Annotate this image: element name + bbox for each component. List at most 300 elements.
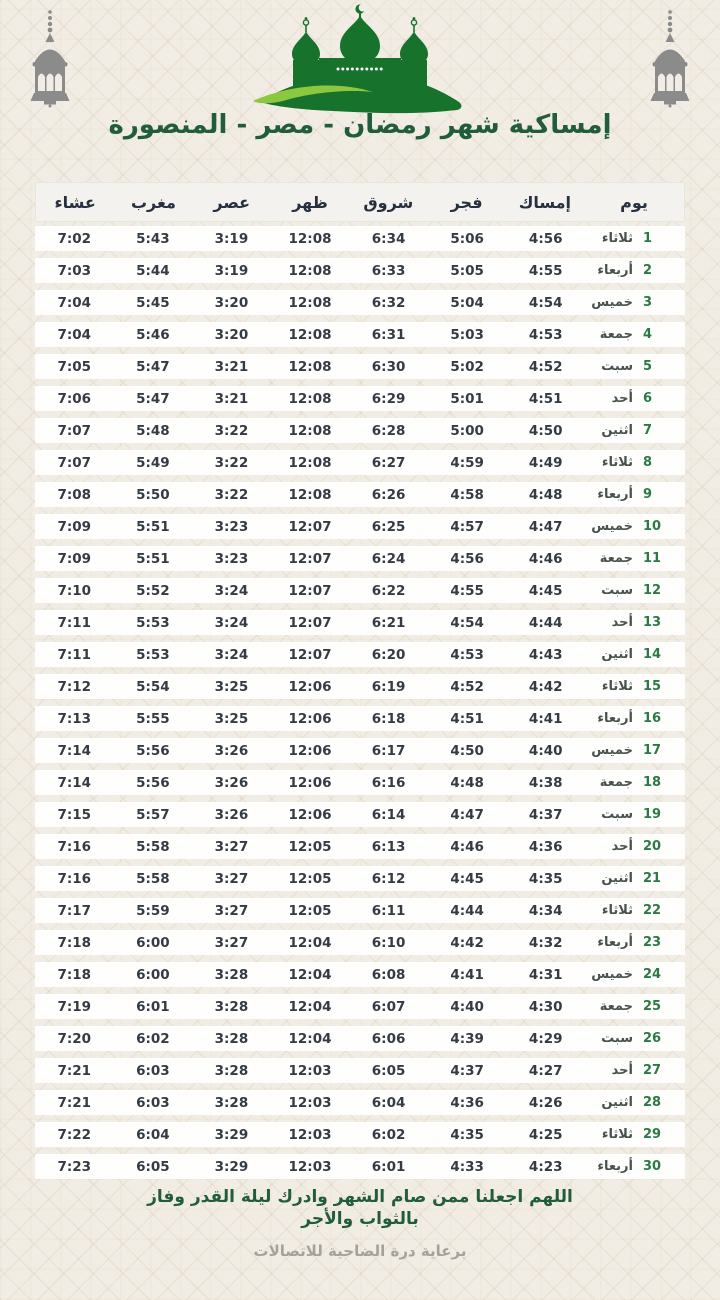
shurooq-time: 6:05 (371, 1062, 406, 1079)
maghrib-time: 5:49 (136, 454, 170, 471)
fajr-time: 5:06 (450, 230, 484, 247)
day-cell (585, 839, 685, 854)
shurooq-time: 6:06 (371, 1030, 406, 1047)
fajr-time: 4:46 (450, 838, 484, 855)
day-number: 28 (643, 1095, 662, 1110)
shurooq-time: 6:21 (371, 614, 406, 631)
day-cell (585, 359, 685, 374)
day-number: 17 (643, 743, 662, 758)
shurooq-time: 6:18 (371, 710, 406, 727)
column-header-isha: عشاء (54, 192, 96, 212)
shurooq-time: 6:12 (371, 870, 406, 887)
day-number: 19 (643, 807, 662, 822)
day-number: 29 (643, 1127, 662, 1142)
day-number: 27 (643, 1063, 662, 1078)
day-number: 26 (643, 1031, 662, 1046)
isha-time: 7:07 (57, 454, 92, 471)
maghrib-time: 5:56 (136, 742, 170, 759)
fajr-time: 4:59 (450, 454, 484, 471)
isha-time: 7:18 (57, 966, 92, 983)
imsak-time: 4:30 (528, 998, 563, 1015)
day-cell (585, 551, 685, 566)
imsak-time: 4:31 (528, 966, 563, 983)
table-row (35, 1122, 685, 1147)
day-name: اثنين (601, 871, 633, 886)
shurooq-time: 6:29 (371, 390, 406, 407)
dhuhr-time: 12:05 (288, 870, 332, 887)
isha-time: 7:08 (57, 486, 92, 503)
isha-time: 7:06 (57, 390, 92, 407)
day-number: 16 (643, 711, 662, 726)
fajr-time: 4:33 (450, 1158, 484, 1175)
asr-time: 3:24 (214, 614, 249, 631)
day-number: 25 (643, 999, 662, 1014)
asr-time: 3:19 (214, 262, 249, 279)
imsak-time: 4:36 (528, 838, 563, 855)
dhuhr-time: 12:07 (288, 614, 332, 631)
day-name: سبت (601, 1031, 633, 1046)
column-header-shurooq: شروق (363, 192, 414, 212)
dhuhr-time: 12:08 (288, 454, 332, 471)
day-number: 20 (643, 839, 662, 854)
dhuhr-time: 12:08 (288, 326, 332, 343)
day-name: خميس (591, 519, 633, 534)
day-name: ثلاثاء (601, 1127, 633, 1142)
asr-time: 3:27 (214, 934, 249, 951)
day-name: أربعاء (597, 935, 633, 950)
day-name: سبت (601, 807, 633, 822)
day-cell (585, 1063, 685, 1078)
lantern-icon (644, 8, 696, 108)
maghrib-time: 5:54 (136, 678, 170, 695)
maghrib-time: 5:43 (136, 230, 170, 247)
day-name: سبت (601, 359, 633, 374)
isha-time: 7:17 (57, 902, 92, 919)
fajr-time: 4:50 (450, 742, 484, 759)
day-name: أربعاء (597, 1159, 633, 1174)
imsak-time: 4:29 (528, 1030, 563, 1047)
dhuhr-time: 12:03 (288, 1158, 332, 1175)
day-number: 3 (643, 295, 653, 310)
day-cell (585, 807, 685, 822)
shurooq-time: 6:10 (371, 934, 406, 951)
shurooq-time: 6:32 (371, 294, 406, 311)
dhuhr-time: 12:07 (288, 582, 332, 599)
imsak-time: 4:52 (528, 358, 563, 375)
shurooq-time: 6:33 (371, 262, 406, 279)
asr-time: 3:27 (214, 838, 249, 855)
maghrib-time: 6:02 (136, 1030, 170, 1047)
imsak-time: 4:55 (528, 262, 563, 279)
shurooq-time: 6:20 (371, 646, 406, 663)
dhuhr-time: 12:07 (288, 550, 332, 567)
isha-time: 7:22 (57, 1126, 92, 1143)
maghrib-time: 5:47 (136, 390, 170, 407)
day-name: ثلاثاء (601, 679, 633, 694)
dhuhr-time: 12:04 (288, 1030, 332, 1047)
asr-time: 3:22 (214, 454, 249, 471)
day-cell (585, 391, 685, 406)
maghrib-time: 5:58 (136, 838, 170, 855)
day-cell (585, 871, 685, 886)
day-cell (585, 1031, 685, 1046)
day-name: أحد (611, 391, 633, 406)
day-cell (585, 935, 685, 950)
day-name: أربعاء (597, 487, 633, 502)
shurooq-time: 6:26 (371, 486, 406, 503)
fajr-time: 4:55 (450, 582, 484, 599)
day-cell (585, 999, 685, 1014)
day-cell (585, 519, 685, 534)
dhuhr-time: 12:05 (288, 902, 332, 919)
maghrib-time: 6:03 (136, 1062, 170, 1079)
day-number: 13 (643, 615, 662, 630)
maghrib-time: 5:53 (136, 646, 170, 663)
maghrib-time: 5:47 (136, 358, 170, 375)
asr-time: 3:29 (214, 1158, 249, 1175)
table-row (35, 290, 685, 315)
day-number: 23 (643, 935, 662, 950)
shurooq-time: 6:13 (371, 838, 406, 855)
column-header-asr: عصر (213, 192, 251, 212)
fajr-time: 4:45 (450, 870, 484, 887)
table-row (35, 546, 685, 571)
isha-time: 7:10 (57, 582, 92, 599)
imsak-time: 4:37 (528, 806, 563, 823)
day-cell (585, 967, 685, 982)
day-cell (585, 743, 685, 758)
imsak-time: 4:53 (528, 326, 563, 343)
day-name: ثلاثاء (601, 455, 633, 470)
table-row (35, 514, 685, 539)
shurooq-time: 6:04 (371, 1094, 406, 1111)
dhuhr-time: 12:06 (288, 678, 332, 695)
fajr-time: 5:05 (450, 262, 484, 279)
imsak-time: 4:49 (528, 454, 563, 471)
dhuhr-time: 12:06 (288, 774, 332, 791)
day-number: 10 (643, 519, 662, 534)
isha-time: 7:14 (57, 742, 92, 759)
dhuhr-time: 12:06 (288, 710, 332, 727)
maghrib-time: 5:53 (136, 614, 170, 631)
day-name: جمعة (599, 551, 633, 566)
day-name: ثلاثاء (601, 231, 633, 246)
fajr-time: 4:53 (450, 646, 484, 663)
isha-time: 7:09 (57, 518, 92, 535)
isha-time: 7:09 (57, 550, 92, 567)
isha-time: 7:21 (57, 1094, 92, 1111)
imsak-time: 4:43 (528, 646, 563, 663)
fajr-time: 4:35 (450, 1126, 484, 1143)
asr-time: 3:26 (214, 806, 249, 823)
asr-time: 3:23 (214, 518, 249, 535)
table-row (35, 674, 685, 699)
table-row (35, 578, 685, 603)
dhuhr-time: 12:03 (288, 1062, 332, 1079)
day-cell (585, 679, 685, 694)
table-row (35, 706, 685, 731)
shurooq-time: 6:24 (371, 550, 406, 567)
dhuhr-time: 12:08 (288, 262, 332, 279)
imsak-time: 4:32 (528, 934, 563, 951)
table-row (35, 450, 685, 475)
table-row (35, 386, 685, 411)
day-name: خميس (591, 967, 633, 982)
dhuhr-time: 12:07 (288, 518, 332, 535)
table-body (35, 226, 685, 1179)
table-row (35, 258, 685, 283)
imsak-time: 4:42 (528, 678, 563, 695)
day-cell (585, 647, 685, 662)
maghrib-time: 6:00 (136, 966, 170, 983)
mosque-icon (253, 2, 467, 116)
shurooq-time: 6:17 (371, 742, 406, 759)
fajr-time: 5:00 (450, 422, 484, 439)
table-row (35, 1154, 685, 1179)
fajr-time: 4:58 (450, 486, 484, 503)
dua-line-2: بالثواب والأجر (301, 1209, 419, 1230)
fajr-time: 5:01 (450, 390, 484, 407)
dhuhr-time: 12:04 (288, 998, 332, 1015)
table-row (35, 610, 685, 635)
table-row (35, 642, 685, 667)
fajr-time: 4:37 (450, 1062, 484, 1079)
shurooq-time: 6:30 (371, 358, 406, 375)
day-name: جمعة (599, 999, 633, 1014)
isha-time: 7:19 (57, 998, 92, 1015)
isha-time: 7:15 (57, 806, 92, 823)
imsak-time: 4:40 (528, 742, 563, 759)
day-number: 22 (643, 903, 662, 918)
asr-time: 3:29 (214, 1126, 249, 1143)
day-name: اثنين (601, 1095, 633, 1110)
asr-time: 3:28 (214, 1030, 249, 1047)
fajr-time: 4:44 (450, 902, 484, 919)
day-name: اثنين (601, 423, 633, 438)
maghrib-time: 5:56 (136, 774, 170, 791)
day-name: خميس (591, 295, 633, 310)
day-cell (585, 1159, 685, 1174)
table-row (35, 482, 685, 507)
day-number: 14 (643, 647, 662, 662)
sponsor-text: برعاية درة الضاحية للاتصالات (253, 1242, 467, 1260)
table-row (35, 930, 685, 955)
imsak-time: 4:26 (528, 1094, 563, 1111)
day-name: ثلاثاء (601, 903, 633, 918)
table-header-row (35, 182, 685, 222)
maghrib-time: 5:57 (136, 806, 170, 823)
fajr-time: 4:42 (450, 934, 484, 951)
day-name: جمعة (599, 327, 633, 342)
isha-time: 7:03 (57, 262, 92, 279)
column-header-imsak: إمساك (518, 192, 572, 212)
shurooq-time: 6:31 (371, 326, 406, 343)
fajr-time: 5:02 (450, 358, 484, 375)
imsak-time: 4:45 (528, 582, 563, 599)
fajr-time: 4:41 (450, 966, 484, 983)
asr-time: 3:19 (214, 230, 249, 247)
dhuhr-time: 12:07 (288, 646, 332, 663)
fajr-time: 4:47 (450, 806, 484, 823)
asr-time: 3:24 (214, 582, 249, 599)
page-title: إمساكية شهر رمضان - مصر - المنصورة (108, 110, 612, 140)
isha-time: 7:14 (57, 774, 92, 791)
day-cell (585, 1095, 685, 1110)
dhuhr-time: 12:05 (288, 838, 332, 855)
day-cell (585, 711, 685, 726)
imsak-time: 4:47 (528, 518, 563, 535)
day-cell (585, 455, 685, 470)
imsak-time: 4:41 (528, 710, 563, 727)
table-row (35, 322, 685, 347)
day-cell (585, 327, 685, 342)
dhuhr-time: 12:08 (288, 486, 332, 503)
fajr-time: 4:36 (450, 1094, 484, 1111)
shurooq-time: 6:34 (371, 230, 406, 247)
dhuhr-time: 12:08 (288, 358, 332, 375)
imsak-time: 4:54 (528, 294, 563, 311)
day-name: جمعة (599, 775, 633, 790)
shurooq-time: 6:22 (371, 582, 406, 599)
table-row (35, 802, 685, 827)
maghrib-time: 6:04 (136, 1126, 170, 1143)
day-cell (585, 1127, 685, 1142)
column-header-maghrib: مغرب (130, 192, 176, 212)
day-number: 2 (643, 263, 653, 278)
asr-time: 3:28 (214, 998, 249, 1015)
isha-time: 7:05 (57, 358, 92, 375)
maghrib-time: 5:45 (136, 294, 170, 311)
isha-time: 7:16 (57, 838, 92, 855)
column-header-fajr: فجر (450, 192, 483, 212)
asr-time: 3:22 (214, 486, 249, 503)
day-cell (585, 231, 685, 246)
day-cell (585, 423, 685, 438)
lantern-icon (24, 8, 76, 108)
table-row (35, 738, 685, 763)
asr-time: 3:23 (214, 550, 249, 567)
asr-time: 3:24 (214, 646, 249, 663)
column-header-dhuhr: ظهر (292, 192, 328, 212)
imsak-time: 4:25 (528, 1126, 563, 1143)
maghrib-time: 5:59 (136, 902, 170, 919)
dhuhr-time: 12:08 (288, 294, 332, 311)
day-cell (585, 263, 685, 278)
dhuhr-time: 12:03 (288, 1126, 332, 1143)
fajr-time: 4:48 (450, 774, 484, 791)
day-number: 12 (643, 583, 662, 598)
day-number: 30 (643, 1159, 662, 1174)
isha-time: 7:04 (57, 326, 92, 343)
day-name: أحد (611, 1063, 633, 1078)
shurooq-time: 6:25 (371, 518, 406, 535)
asr-time: 3:28 (214, 1094, 249, 1111)
day-cell (585, 775, 685, 790)
imsak-time: 4:51 (528, 390, 563, 407)
imsak-time: 4:48 (528, 486, 563, 503)
isha-time: 7:04 (57, 294, 92, 311)
imsak-time: 4:44 (528, 614, 563, 631)
maghrib-time: 5:50 (136, 486, 170, 503)
dhuhr-time: 12:03 (288, 1094, 332, 1111)
asr-time: 3:27 (214, 870, 249, 887)
isha-time: 7:11 (57, 614, 92, 631)
maghrib-time: 5:51 (136, 550, 170, 567)
isha-time: 7:23 (57, 1158, 92, 1175)
day-cell (585, 487, 685, 502)
asr-time: 3:22 (214, 422, 249, 439)
maghrib-time: 6:01 (136, 998, 170, 1015)
imsak-time: 4:27 (528, 1062, 563, 1079)
asr-time: 3:25 (214, 710, 249, 727)
maghrib-time: 6:05 (136, 1158, 170, 1175)
table-row (35, 834, 685, 859)
dua-text (0, 1186, 720, 1230)
table-row (35, 1058, 685, 1083)
day-name: اثنين (601, 647, 633, 662)
shurooq-time: 6:01 (371, 1158, 406, 1175)
day-name: أحد (611, 839, 633, 854)
day-number: 4 (643, 327, 653, 342)
table-row (35, 962, 685, 987)
isha-time: 7:21 (57, 1062, 92, 1079)
day-number: 8 (643, 455, 653, 470)
fajr-time: 4:57 (450, 518, 484, 535)
day-name: أربعاء (597, 711, 633, 726)
isha-time: 7:02 (57, 230, 92, 247)
dhuhr-time: 12:06 (288, 806, 332, 823)
imsak-time: 4:34 (528, 902, 563, 919)
maghrib-time: 5:51 (136, 518, 170, 535)
day-number: 21 (643, 871, 662, 886)
asr-time: 3:25 (214, 678, 249, 695)
shurooq-time: 6:11 (371, 902, 406, 919)
shurooq-time: 6:02 (371, 1126, 406, 1143)
day-number: 7 (643, 423, 653, 438)
isha-time: 7:11 (57, 646, 92, 663)
imsak-time: 4:23 (528, 1158, 563, 1175)
imsak-time: 4:46 (528, 550, 563, 567)
fajr-time: 4:52 (450, 678, 484, 695)
maghrib-time: 5:44 (136, 262, 170, 279)
maghrib-time: 6:00 (136, 934, 170, 951)
table-row (35, 866, 685, 891)
maghrib-time: 5:48 (136, 422, 170, 439)
shurooq-time: 6:07 (371, 998, 406, 1015)
maghrib-time: 5:58 (136, 870, 170, 887)
day-number: 11 (643, 551, 662, 566)
asr-time: 3:26 (214, 774, 249, 791)
shurooq-time: 6:27 (371, 454, 406, 471)
isha-time: 7:16 (57, 870, 92, 887)
maghrib-time: 5:55 (136, 710, 170, 727)
dhuhr-time: 12:06 (288, 742, 332, 759)
day-cell (585, 903, 685, 918)
asr-time: 3:20 (214, 326, 249, 343)
fajr-time: 4:54 (450, 614, 484, 631)
table-row (35, 898, 685, 923)
day-number: 1 (643, 231, 653, 246)
fajr-time: 5:04 (450, 294, 484, 311)
table-row (35, 994, 685, 1019)
fajr-time: 4:39 (450, 1030, 484, 1047)
asr-time: 3:21 (214, 358, 249, 375)
dhuhr-time: 12:08 (288, 422, 332, 439)
shurooq-time: 6:28 (371, 422, 406, 439)
fajr-time: 4:56 (450, 550, 484, 567)
asr-time: 3:27 (214, 902, 249, 919)
day-cell (585, 583, 685, 598)
